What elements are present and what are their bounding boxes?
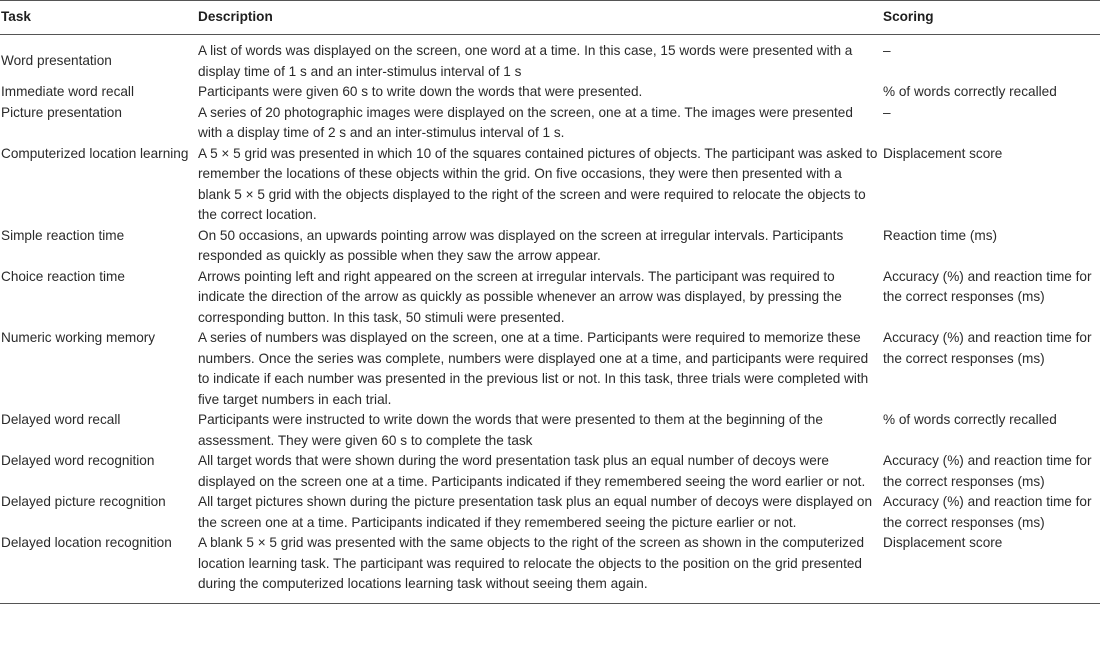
- task-cell: Delayed word recognition: [1, 453, 155, 468]
- table-row: [0, 328, 1100, 410]
- scoring-cell: % of words correctly recalled: [883, 84, 1057, 99]
- table-body: [0, 35, 1100, 604]
- scoring-cell: Accuracy (%) and reaction time for the correct responses (ms): [883, 494, 1092, 530]
- description-cell: A blank 5 × 5 grid was presented with the same objects to the right of the screen as shown in the computerized location learning task. The participant was required to relocate the objects to the position on the grid presented during the computerized locations learning task without seeing them again.: [198, 535, 865, 591]
- header-scoring: Scoring: [883, 9, 934, 25]
- description-cell: A list of words was displayed on the screen, one word at a time. In this case, 15 words were presented with a display time of 1 s and an inter-stimulus interval of 1 s: [198, 43, 853, 79]
- header-task: Task: [1, 9, 31, 25]
- scoring-cell: Accuracy (%) and reaction time for the correct responses (ms): [883, 330, 1092, 366]
- description-cell: All target pictures shown during the picture presentation task plus an equal number of decoys were displayed on the screen one at a time. Participants indicated if they remembered seeing the picture earlier or not.: [198, 494, 873, 530]
- scoring-cell: –: [883, 43, 891, 58]
- table-row: [0, 144, 1100, 226]
- task-cell: Delayed picture recognition: [1, 494, 166, 509]
- scoring-cell: Reaction time (ms): [883, 227, 998, 243]
- description-cell: All target words that were shown during the word presentation task plus an equal number of decoys were displayed on the screen one at a time. Participants indicated if they remembered seeing the word earlier or not.: [198, 453, 866, 489]
- header-row: [0, 1, 1100, 35]
- scoring-cell: Accuracy (%) and reaction time for the correct responses (ms): [883, 268, 1092, 304]
- table-header: [0, 1, 1100, 35]
- table-row: [0, 451, 1100, 492]
- task-cell: Choice reaction time: [1, 268, 125, 284]
- header-description: Description: [198, 9, 273, 25]
- description-cell: A series of numbers was displayed on the screen, one at a time. Participants were required to memorize these numbers. Once the series was complete, numbers were displayed one at a time, and participants were required to indicate if each number was presented in the previous list or not. In this task, three trials were completed with five target numbers in each trial.: [198, 330, 869, 407]
- table-row: [0, 82, 1100, 103]
- table-row: [0, 533, 1100, 603]
- description-cell: Participants were given 60 s to write down the words that were presented.: [198, 84, 643, 99]
- task-cell: Delayed word recall: [1, 412, 121, 427]
- task-cell: Numeric working memory: [1, 330, 156, 345]
- task-cell: Computerized location learning: [1, 145, 189, 161]
- table-row: [0, 226, 1100, 267]
- scoring-cell: Accuracy (%) and reaction time for the correct responses (ms): [883, 453, 1092, 489]
- task-cell: Word presentation: [1, 53, 112, 68]
- scoring-cell: % of words correctly recalled: [883, 412, 1057, 427]
- description-cell: Arrows pointing left and right appeared on the screen at irregular intervals. The participant was required to indicate the direction of the arrow as quickly as possible whenever an arrow was displayed, by pressing the corresponding button. In this task, 50 stimuli were presented.: [198, 268, 842, 325]
- description-cell: A 5 × 5 grid was presented in which 10 of the squares contained pictures of objects. The participant was asked to remember the locations of these objects within the grid. On five occasions, they were then presented with a blank 5 × 5 grid with the objects displayed to the right of the screen and were required to relocate the objects to the correct location.: [198, 145, 878, 222]
- task-cell: Delayed location recognition: [1, 535, 172, 550]
- task-cell: Immediate word recall: [1, 84, 134, 99]
- task-cell: Picture presentation: [1, 104, 122, 120]
- table-row: [0, 410, 1100, 451]
- scoring-cell: Displacement score: [883, 145, 1003, 161]
- scoring-cell: –: [883, 104, 891, 120]
- table-row: [0, 103, 1100, 144]
- table-row: [0, 492, 1100, 533]
- table-row: [0, 35, 1100, 83]
- description-cell: A series of 20 photographic images were displayed on the screen, one at a time. The images were presented with a display time of 2 s and an inter-stimulus interval of 1 s.: [198, 104, 853, 140]
- description-cell: Participants were instructed to write down the words that were presented to them at the beginning of the assessment. They were given 60 s to complete the task: [198, 412, 823, 448]
- task-cell: Simple reaction time: [1, 227, 125, 243]
- table-row: [0, 267, 1100, 329]
- description-cell: On 50 occasions, an upwards pointing arrow was displayed on the screen at irregular intervals. Participants responded as quickly as possible when they saw the arrow appear.: [198, 227, 844, 263]
- scoring-cell: Displacement score: [883, 535, 1003, 550]
